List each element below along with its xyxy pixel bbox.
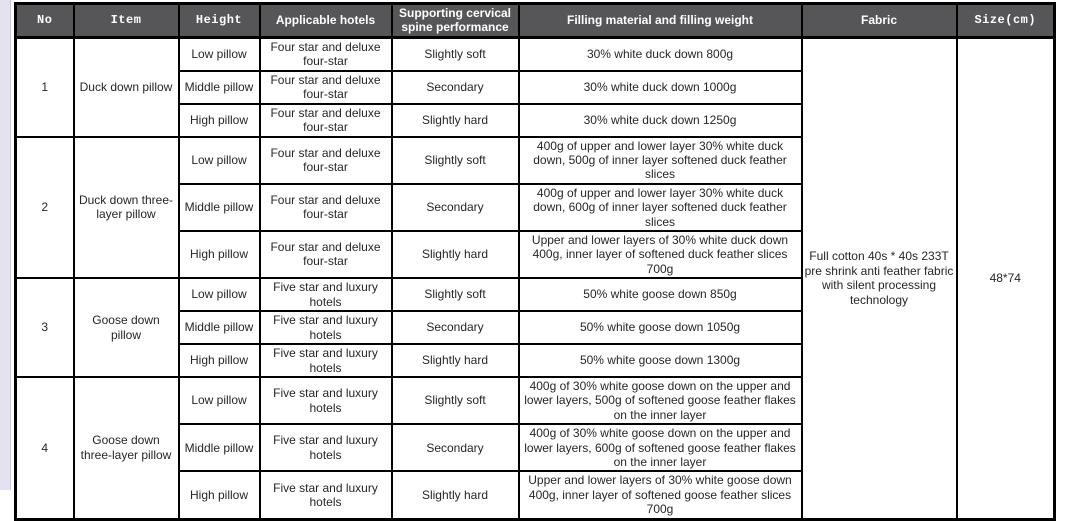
table-header-row: [16, 4, 1055, 38]
cell-hotels: Four star and deluxe four-star: [260, 71, 392, 104]
column-header-fabric: Fabric: [802, 4, 957, 38]
cell-item: Goose down pillow: [74, 278, 179, 377]
cell-filling: 400g of upper and lower layer 30% white duck down, 600g of inner layer softened duck feather slices: [519, 184, 802, 231]
cell-item: Duck down three-layer pillow: [74, 137, 179, 279]
cell-filling: Upper and lower layers of 30% white duck down 400g, inner layer of softened duck feather slices 700g: [519, 231, 802, 278]
cell-size: 48*74: [957, 37, 1055, 519]
header-row: [16, 4, 1055, 38]
column-header-supporting-cervical-spine-performance: Supporting cervical spine performance: [392, 4, 519, 38]
column-header-height: Height: [179, 4, 260, 38]
cell-height: High pillow: [179, 344, 260, 377]
cell-item: Goose down three-layer pillow: [74, 377, 179, 519]
cell-height: High pillow: [179, 471, 260, 519]
cell-height: Middle pillow: [179, 184, 260, 231]
cell-hotels: Five star and luxury hotels: [260, 344, 392, 377]
cell-height: Low pillow: [179, 37, 260, 70]
cell-hotels: Four star and deluxe four-star: [260, 37, 392, 70]
cell-height: Low pillow: [179, 377, 260, 424]
cell-performance: Slightly soft: [392, 137, 519, 184]
cell-height: Low pillow: [179, 278, 260, 311]
cell-hotels: Five star and luxury hotels: [260, 377, 392, 424]
cell-performance: Slightly hard: [392, 471, 519, 519]
cell-hotels: Four star and deluxe four-star: [260, 184, 392, 231]
cell-hotels: Four star and deluxe four-star: [260, 104, 392, 137]
cell-item: Duck down pillow: [74, 37, 179, 136]
cell-hotels: Four star and deluxe four-star: [260, 231, 392, 278]
cell-filling: 30% white duck down 1000g: [519, 71, 802, 104]
cell-performance: Slightly hard: [392, 344, 519, 377]
cell-performance: Slightly hard: [392, 104, 519, 137]
cell-filling: 50% white goose down 1300g: [519, 344, 802, 377]
cell-performance: Secondary: [392, 311, 519, 344]
table-body: [16, 37, 1055, 519]
cell-performance: Slightly hard: [392, 231, 519, 278]
cell-height: Middle pillow: [179, 311, 260, 344]
cell-performance: Slightly soft: [392, 377, 519, 424]
cell-filling: 50% white goose down 850g: [519, 278, 802, 311]
cell-performance: Slightly soft: [392, 37, 519, 70]
column-header-item: Item: [74, 4, 179, 38]
cell-fabric: Full cotton 40s * 40s 233T pre shrink anti feather fabric with silent processing technology: [802, 37, 957, 519]
cell-hotels: Four star and deluxe four-star: [260, 137, 392, 184]
cell-performance: Secondary: [392, 71, 519, 104]
column-header-size-cm: Size(cm): [957, 4, 1055, 38]
cell-height: Middle pillow: [179, 424, 260, 471]
cell-no: 4: [16, 377, 74, 519]
cell-performance: Secondary: [392, 184, 519, 231]
cell-performance: Secondary: [392, 424, 519, 471]
cell-no: 2: [16, 137, 74, 279]
column-header-applicable-hotels: Applicable hotels: [260, 4, 392, 38]
column-header-filling-material-and-filling-weight: Filling material and filling weight: [519, 4, 802, 38]
cell-filling: 30% white duck down 800g: [519, 37, 802, 70]
cell-hotels: Five star and luxury hotels: [260, 311, 392, 344]
cell-performance: Slightly soft: [392, 278, 519, 311]
cell-filling: 400g of 30% white goose down on the upper and lower layers, 600g of softened goose feather flakes on the inner layer: [519, 424, 802, 471]
pillow-spec-table: [14, 2, 1056, 521]
cell-filling: 400g of 30% white goose down on the upper and lower layers, 500g of softened goose feather flakes on the inner layer: [519, 377, 802, 424]
cell-filling: 400g of upper and lower layer 30% white duck down, 500g of inner layer softened duck feather slices: [519, 137, 802, 184]
cell-hotels: Five star and luxury hotels: [260, 471, 392, 519]
cell-height: High pillow: [179, 104, 260, 137]
cell-height: Middle pillow: [179, 71, 260, 104]
cell-no: 3: [16, 278, 74, 377]
cell-no: 1: [16, 37, 74, 136]
cell-filling: Upper and lower layers of 30% white goose down 400g, inner layer of softened goose feather slices 700g: [519, 471, 802, 519]
cell-filling: 30% white duck down 1250g: [519, 104, 802, 137]
cell-hotels: Five star and luxury hotels: [260, 278, 392, 311]
cell-filling: 50% white goose down 1050g: [519, 311, 802, 344]
cell-hotels: Five star and luxury hotels: [260, 424, 392, 471]
window-side-strip: [0, 0, 11, 490]
cell-height: Low pillow: [179, 137, 260, 184]
table-row: [16, 37, 1055, 70]
cell-height: High pillow: [179, 231, 260, 278]
column-header-no: No: [16, 4, 74, 38]
